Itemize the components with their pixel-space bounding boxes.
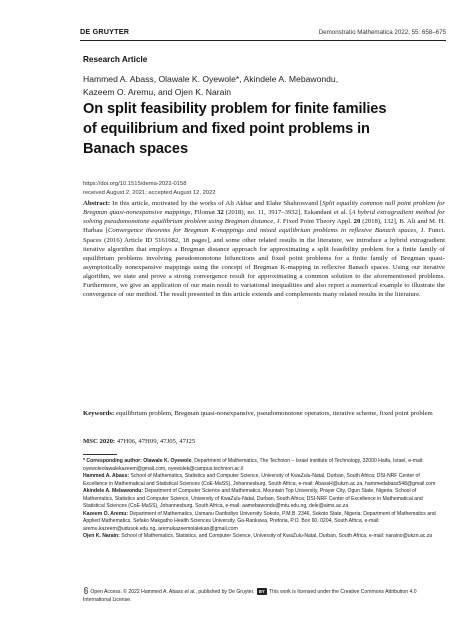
journal-citation: Demonstratio Mathematica 2022; 55: 658–675 — [318, 29, 446, 36]
header-rule — [80, 40, 446, 41]
abstract-text: In this article, motivated by the works of Ali Akbar and Elahe Shahrosvand [ — [110, 200, 323, 207]
license-text: , published by De Gruyter. — [195, 589, 255, 595]
abstract-volume: 32 — [217, 209, 224, 217]
title-line: Banach spaces — [83, 141, 188, 157]
footnote-text: School of Mathematics, Statistics, and Computer Science, University of KwaZulu-Natal, Durban, South Africa, e-mail: naraino@ukzn.ac.za — [119, 533, 433, 540]
footnote-label: * Corresponding author: Olawale K. Oyewole — [83, 458, 192, 464]
footnote-text: Department of Mathematics, Usmanu Danfodiyo University Sokoto, P.M.B. 2346, Sokoto State, Nigeria; Department of Mathematics and Applied Mathematics, Sefako Makgatho Health Sciences University, Ga-Rankuwa, Pretoria, P.O. Box 60, 0204, South Africa, e-mail: aremu.kazeem@udusok.edu.ng, aremukazeemolalekan@gmail.com — [83, 510, 436, 532]
footnote-text: Department of Computer Science and Mathematics, Mountain Top University, Prayer City, Ogun State, Nigeria; School of Mathematics, Statistics and Computer Science, University of KwaZulu-Natal, Durban, South Africa; DSI-NRF Center of Excellence in Mathematical and Statistical Sciences (CoE-MaSS), Johannesburg, South Africa, e-mail: aamebawondu@mtu.edu.ng, dele@aims.ac.za — [83, 488, 423, 510]
footnote-label: Akindele A. Mebawondu: — [83, 488, 144, 495]
publisher-name: DE GRUYTER — [80, 27, 130, 36]
abstract — [83, 199, 445, 299]
footnote-rule — [83, 454, 117, 455]
license-statement — [83, 587, 445, 604]
abstract-volume: 20 — [353, 218, 361, 226]
footnote-text: , Department of Mathematics, The Technion – Israel Institute of Technology, 32000 Haifa, Israel, e-mail: oyewoleolawalekazeem@gmail.com, oyewolek@campus.technion.ac.il — [83, 458, 424, 472]
abstract-text: , J. Fixed Point Theory Appl. — [273, 218, 354, 226]
running-header — [80, 24, 446, 36]
creative-commons-icon — [257, 588, 267, 595]
author-affiliations — [83, 458, 445, 541]
footnote-label: Hammed A. Abass: — [83, 473, 130, 480]
doi-link[interactable]: https://doi.org/10.1515/dema-2022-0158 — [83, 181, 187, 187]
footnote-label: Ojen K. Narain: — [83, 533, 120, 540]
msc-label: MSC 2020: — [83, 438, 116, 445]
title-line: On split feasibility problem for finite families — [83, 101, 387, 117]
license-etal: et al. — [184, 589, 196, 595]
license-text: Open Access. © 2022 Hammed A. Abass — [89, 589, 185, 595]
footnote-text: School of Mathematics, Statistics and Computer Science, University of KwaZulu-Natal, Durban, South Africa; DSI-NRF Center of Excellence in Mathematical and Statistical Sciences (CoE-MaSS), Johannesburg, South Africa, e-mail: AbassH@ukzn.ac.za, hammedabass548@gmail.com — [83, 473, 436, 487]
abstract-text: , Filomat — [190, 209, 218, 217]
footnote-item — [83, 473, 445, 488]
abstract-citation-title: Split equality common null point problem for Bregman quasi-nonexpansive mappings — [83, 200, 445, 217]
article-meta — [83, 180, 215, 198]
msc-text: 47H06, 47H09, 47J05, 47J25 — [115, 438, 196, 445]
abstract-citation-title: Convergence theorems for Bregman K-mappings and mixed equilibrium problems in reflexive Banach spaces — [107, 227, 417, 235]
abstract-text: (2018), 132], B. Ali and M. H. Harbau [ — [83, 218, 446, 235]
keywords — [83, 409, 445, 418]
abstract-text: , J. Funct. Spaces (2016) Article ID 5161682, 18 pages], and some other related results in the literature, we introduce a hybrid extragradient iterative algorithm that employs a Bregman distance approach for approximating a split feasibility problem for a finite family of equilibrium problems involving pseudomonotone bifunctions and fixed point problems for a finite family of Bregman quasi-asymptotically nonexpansive mappings using the concept of Bregman K-mapping in reflexive Banach spaces. Using our iterative algorithm, we state and prove a strong convergence result for approximating a common solution to the aforementioned problems. Furthermore, we give an application of our main result to variational inequalities and also report a numerical example to illustrate the convergence of our method. The result presented in this article extends and complements many related results in the literature. — [83, 227, 445, 299]
keywords-label: Keywords: — [83, 410, 115, 417]
author-line: Kazeem O. Aremu, and Ojen K. Narain — [83, 87, 232, 97]
footnote-label: Kazeem O. Aremu: — [83, 510, 129, 517]
abstract-text: (2018), no. 11, 3917–3932], Eskandani et al. [ — [223, 209, 352, 217]
article-title — [83, 99, 453, 159]
keywords-text: equilibrium problem, Bregman quasi-nonexpansive, pseudomonotone operators, iterative scheme, fixed point problem — [114, 410, 433, 417]
license-text: This work is licensed under the Creative Commons Attribution 4.0 International License. — [83, 589, 417, 603]
author-list — [83, 73, 423, 99]
title-line: of equilibrium and fixed point problems in — [83, 121, 370, 137]
footnote-item — [83, 533, 445, 541]
cc-badge-label: BY — [258, 589, 265, 594]
footnote-item — [83, 511, 445, 534]
footnote-item — [83, 488, 445, 511]
footnote-item — [83, 458, 445, 473]
article-dates: received August 2, 2021; accepted August 12, 2022 — [83, 190, 216, 196]
abstract-label: Abstract: — [83, 200, 111, 207]
msc-codes — [83, 437, 445, 446]
article-type: Research Article — [83, 55, 148, 64]
abstract-citation-title: A hybrid extragradient method for solving pseudomonotone equilibrium problem using Bregman distance — [83, 209, 445, 226]
author-line: Hammed A. Abass, Olawale K. Oyewole*, Akindele A. Mebawondu, — [83, 74, 339, 84]
